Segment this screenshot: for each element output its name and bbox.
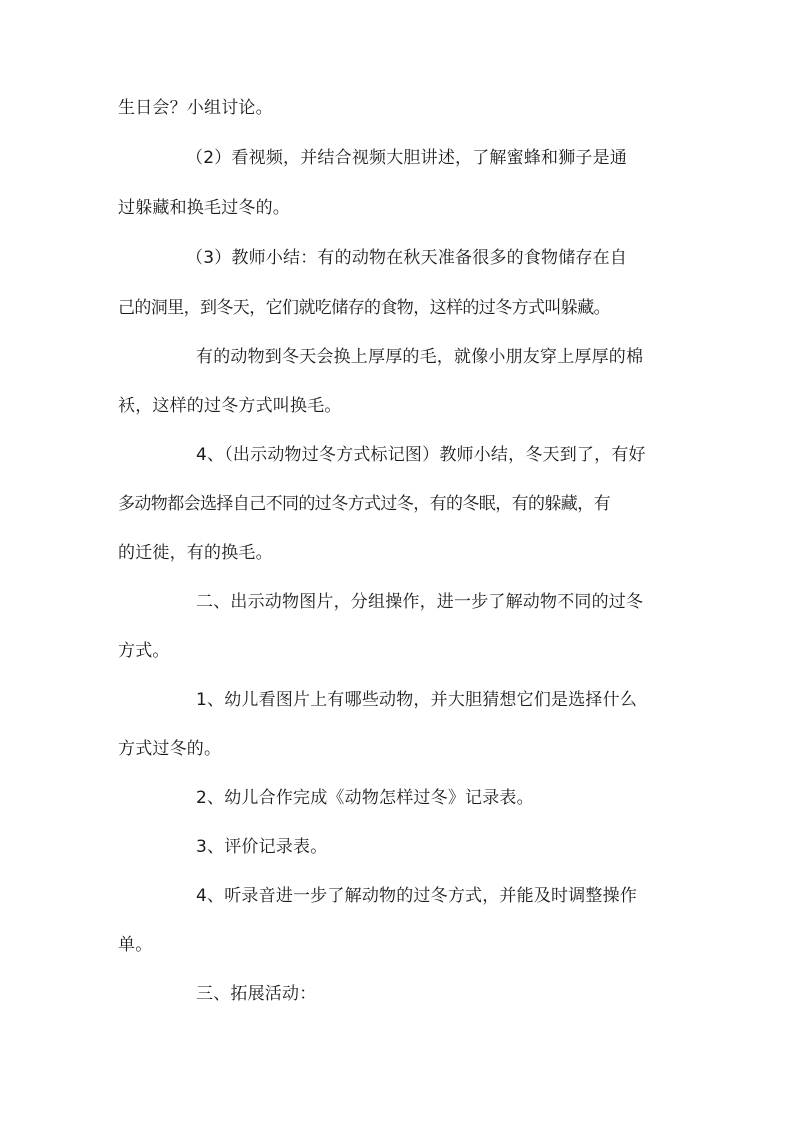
- text-line-19: 三、拓展活动：: [196, 984, 317, 1004]
- text-line-14: 方式过冬的。: [118, 739, 222, 759]
- text-line-2: （2）看视频，并结合视频大胆讲述，了解蜜蜂和狮子是通: [186, 148, 628, 168]
- text-line-15: 2、幼儿合作完成《动物怎样过冬》记录表。: [196, 788, 534, 808]
- text-line-6: 有的动物到冬天会换上厚厚的毛，就像小朋友穿上厚厚的棉: [196, 347, 644, 367]
- text-line-5: 己的洞里，到冬天，它们就吃储存的食物，这样的过冬方式叫躲藏。: [118, 298, 610, 318]
- text-line-12: 方式。: [118, 641, 170, 661]
- text-line-13: 1、幼儿看图片上有哪些动物，并大胆猜想它们是选择什么: [196, 690, 638, 710]
- text-line-3: 过躲藏和换毛过冬的。: [118, 198, 290, 218]
- text-line-1: 生日会？小组讨论。: [118, 98, 273, 118]
- text-line-17: 4、听录音进一步了解动物的过冬方式，并能及时调整操作: [196, 886, 638, 906]
- text-line-11: 二、出示动物图片，分组操作，进一步了解动物不同的过冬: [196, 592, 644, 612]
- text-line-7: 袄，这样的过冬方式叫换毛。: [118, 396, 342, 416]
- text-line-10: 的迁徙，有的换毛。: [118, 543, 273, 563]
- text-line-8: 4、（出示动物过冬方式标记图）教师小结，冬天到了，有好: [196, 445, 646, 465]
- text-line-4: （3）教师小结：有的动物在秋天准备很多的食物储存在自: [186, 248, 628, 268]
- text-line-18: 单。: [118, 935, 153, 955]
- text-line-16: 3、评价记录表。: [196, 837, 328, 857]
- text-line-9: 多动物都会选择自己不同的过冬方式过冬，有的冬眠，有的躲藏，有: [118, 494, 610, 514]
